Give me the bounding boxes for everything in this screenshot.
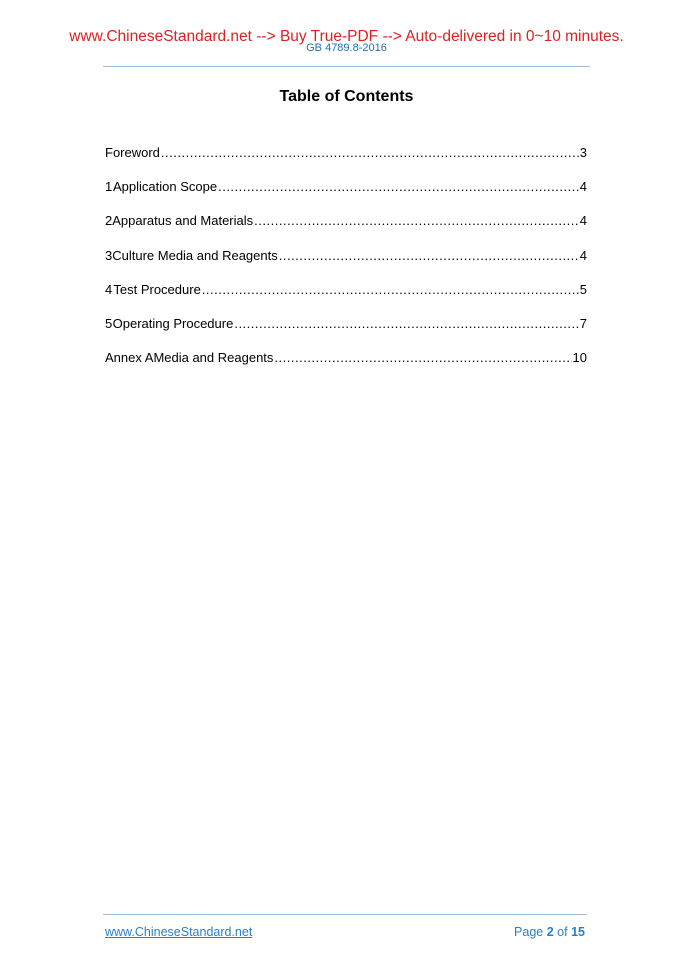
toc-entry-number: 1 bbox=[105, 179, 113, 195]
toc-entry-label: Operating Procedure bbox=[112, 315, 234, 331]
footer-website-link[interactable]: www.ChineseStandard.net bbox=[105, 925, 253, 939]
toc-entry-label: Test Procedure bbox=[113, 281, 201, 297]
toc-entry-foreword[interactable] bbox=[105, 144, 587, 178]
toc-leader-dots bbox=[218, 178, 579, 196]
toc-entry-culture-media[interactable] bbox=[105, 247, 587, 281]
toc-entry-page: 4 bbox=[579, 213, 587, 229]
toc-leader-dots bbox=[274, 349, 571, 367]
promo-banner[interactable]: www.ChineseStandard.net --> Buy True-PDF --> Auto-delivered in 0~10 minutes. bbox=[69, 28, 624, 45]
footer-divider bbox=[103, 914, 587, 915]
page-current: 2 bbox=[546, 925, 554, 939]
toc-entry-number: Annex A bbox=[105, 350, 154, 366]
toc-leader-dots bbox=[234, 315, 578, 333]
toc-entry-number: 5 bbox=[105, 315, 113, 331]
toc-entry-label: Culture Media and Reagents bbox=[112, 247, 278, 263]
toc-title: Table of Contents bbox=[279, 88, 414, 105]
toc-list bbox=[105, 144, 587, 383]
toc-entry-page: 4 bbox=[579, 179, 587, 195]
toc-entry-test-procedure[interactable] bbox=[105, 281, 587, 315]
toc-entry-page: 5 bbox=[579, 281, 587, 297]
toc-entry-number: 3 bbox=[105, 247, 113, 263]
toc-entry-label: Foreword bbox=[105, 145, 160, 160]
toc-entry-annex-a[interactable] bbox=[105, 349, 587, 383]
document-code: GB 4789.8-2016 bbox=[306, 42, 387, 54]
header-divider bbox=[103, 66, 590, 67]
toc-entry-page: 4 bbox=[579, 247, 587, 263]
toc-leader-dots bbox=[254, 212, 579, 230]
page-prefix: Page bbox=[514, 925, 544, 939]
toc-entry-number: 2 bbox=[105, 213, 113, 229]
toc-entry-label: Apparatus and Materials bbox=[112, 213, 254, 229]
toc-entry-label: Media and Reagents bbox=[153, 350, 274, 366]
toc-entry-page: 10 bbox=[572, 350, 587, 366]
toc-entry-page: 7 bbox=[579, 315, 587, 331]
page-indicator bbox=[514, 924, 585, 940]
toc-leader-dots bbox=[279, 247, 579, 265]
toc-leader-dots bbox=[161, 144, 579, 162]
toc-entry-page: 3 bbox=[579, 145, 587, 160]
page-of: of bbox=[557, 925, 568, 939]
toc-entry-number: 4 bbox=[105, 281, 113, 297]
toc-entry-operating-procedure[interactable] bbox=[105, 315, 587, 349]
toc-entry-label: Application Scope bbox=[113, 179, 218, 195]
toc-leader-dots bbox=[202, 281, 579, 299]
toc-entry-apparatus-materials[interactable] bbox=[105, 212, 587, 246]
page-total: 15 bbox=[571, 925, 585, 939]
toc-entry-application-scope[interactable] bbox=[105, 178, 587, 212]
